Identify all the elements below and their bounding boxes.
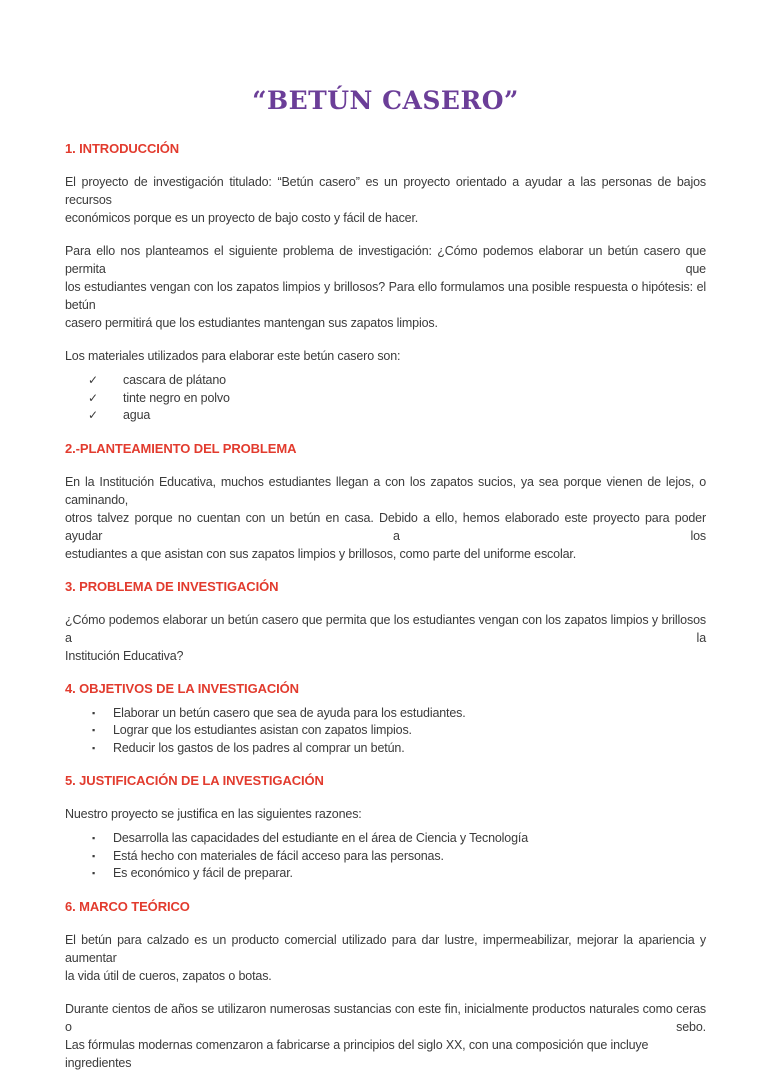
- square-bullet-list: [65, 705, 706, 758]
- check-icon: ✓: [88, 408, 98, 422]
- square-bullet-icon: ▪: [92, 707, 96, 718]
- list-item: [65, 407, 706, 425]
- paragraph: [65, 473, 706, 563]
- paragraph: [65, 805, 706, 823]
- list-item: [65, 390, 706, 408]
- paragraph-line: Institución Educativa?: [65, 648, 184, 663]
- section-heading: 4. OBJETIVOS DE LA INVESTIGACIÓN: [65, 680, 299, 696]
- list-item: [65, 705, 706, 723]
- list-item-label: tinte negro en polvo: [123, 390, 230, 405]
- list-item: [65, 848, 706, 866]
- document-section: [65, 898, 706, 1072]
- document-section: [65, 578, 706, 665]
- list-item-label: agua: [123, 408, 151, 422]
- paragraph-line: casero permitirá que los estudiantes mantengan sus zapatos limpios.: [65, 316, 438, 330]
- check-bullet-list: [65, 372, 706, 425]
- document-section: [65, 440, 706, 563]
- document-body: [65, 140, 706, 1072]
- paragraph: [65, 173, 706, 227]
- paragraph: [65, 1000, 706, 1072]
- square-bullet-icon: ▪: [92, 833, 96, 843]
- paragraph-line: Para ello nos planteamos el siguiente problema de investigación: ¿Cómo podemos elaborar un betún casero que permita que: [65, 244, 706, 276]
- square-bullet-icon: ▪: [92, 742, 96, 753]
- list-item-label: Lograr que los estudiantes asistan con zapatos limpios.: [113, 723, 412, 737]
- check-icon: ✓: [88, 390, 98, 405]
- list-item: [65, 830, 706, 848]
- section-heading: 6. MARCO TEÓRICO: [65, 898, 190, 914]
- section-heading: 5. JUSTIFICACIÓN DE LA INVESTIGACIÓN: [65, 773, 324, 788]
- section-heading: 1. INTRODUCCIÓN: [65, 141, 180, 156]
- paragraph-line: El betún para calzado es un producto comercial utilizado para dar lustre, impermeabilizar, mejorar la apariencia y aumentar: [65, 932, 706, 965]
- list-item-label: Está hecho con materiales de fácil acceso para las personas.: [113, 848, 444, 863]
- paragraph: [65, 347, 706, 365]
- section-heading: 2.-PLANTEAMIENTO DEL PROBLEMA: [65, 440, 297, 456]
- document-title: “BETÚN CASERO”: [252, 86, 519, 115]
- paragraph-line: estudiantes a que asistan con sus zapatos limpios y brillosos, como parte del uniforme escolar.: [65, 546, 577, 561]
- list-item: [65, 722, 706, 740]
- paragraph-line: ¿Cómo podemos elaborar un betún casero que permita que los estudiantes vengan con los zapatos limpios y brillosos a la: [65, 612, 706, 645]
- paragraph-line: Durante cientos de años se utilizaron numerosas sustancias con este fin, inicialmente productos naturales como ceras o sebo.: [65, 1001, 706, 1034]
- list-item-label: cascara de plátano: [123, 373, 226, 387]
- square-bullet-icon: ▪: [92, 850, 96, 861]
- document-section: [65, 140, 706, 425]
- list-item-label: Es económico y fácil de preparar.: [113, 866, 293, 880]
- paragraph: [65, 611, 706, 665]
- list-item-label: Desarrolla las capacidades del estudiante en el área de Ciencia y Tecnología: [113, 831, 529, 845]
- paragraph-line: Las fórmulas modernas comenzaron a fabricarse a principios del siglo XX, con una composición que incluye ingredientes: [65, 1037, 649, 1070]
- paragraph-line: Nuestro proyecto se justifica en las siguientes razones:: [65, 807, 362, 821]
- check-icon: ✓: [88, 373, 98, 387]
- paragraph-line: otros talvez porque no cuentan con un betún en casa. Debido a ello, hemos elaborado este proyecto para poder ayudar a los: [65, 510, 706, 543]
- square-bullet-icon: ▪: [92, 868, 96, 878]
- paragraph-line: económicos porque es un proyecto de bajo costo y fácil de hacer.: [65, 211, 419, 225]
- section-heading: 3. PROBLEMA DE INVESTIGACIÓN: [65, 578, 279, 594]
- square-bullet-list: [65, 830, 706, 883]
- list-item: [65, 865, 706, 883]
- list-item: [65, 372, 706, 390]
- document-section: [65, 772, 706, 883]
- list-item-label: Reducir los gastos de los padres al comprar un betún.: [113, 740, 405, 755]
- list-item: [65, 740, 706, 758]
- paragraph-line: En la Institución Educativa, muchos estudiantes llegan a con los zapatos sucios, ya sea porque vienen de lejos, o caminando,: [65, 474, 706, 507]
- paragraph-line: la vida útil de cueros, zapatos o botas.: [65, 968, 272, 983]
- paragraph-line: los estudiantes vengan con los zapatos limpios y brillosos? Para ello formulamos una posible respuesta o hipótesis: el betún: [65, 280, 706, 312]
- document-section: [65, 680, 706, 758]
- paragraph-line: Los materiales utilizados para elaborar este betún casero son:: [65, 349, 401, 363]
- list-item-label: Elaborar un betún casero que sea de ayuda para los estudiantes.: [113, 705, 466, 720]
- paragraph: [65, 242, 706, 332]
- paragraph-line: El proyecto de investigación titulado: “Betún casero” es un proyecto orientado a ayudar a las personas de bajos recursos: [65, 175, 706, 207]
- square-bullet-icon: ▪: [92, 725, 96, 735]
- paragraph: [65, 931, 706, 985]
